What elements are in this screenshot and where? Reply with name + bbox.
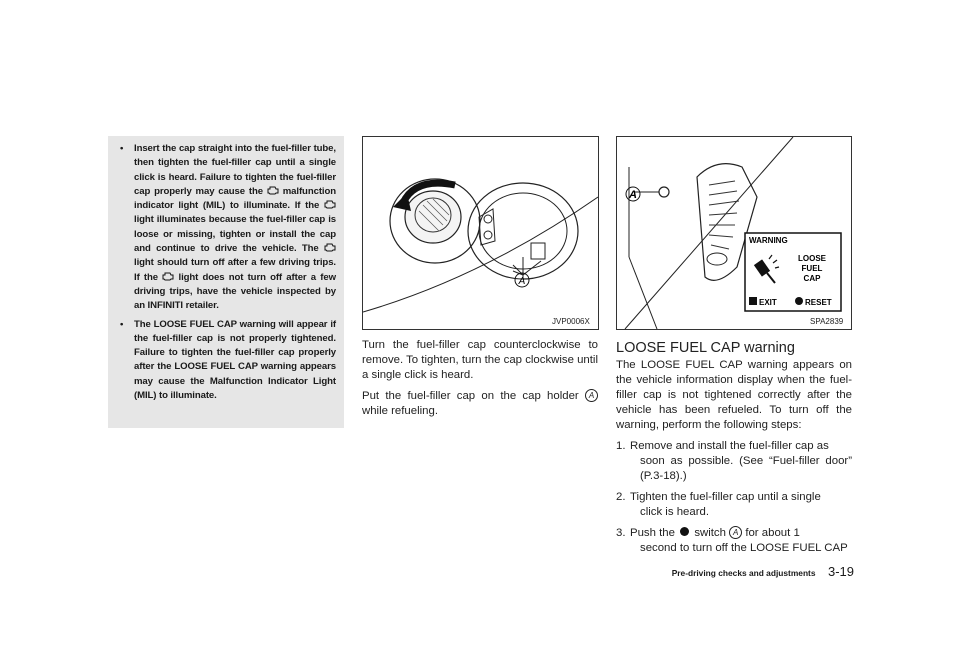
step-text: switch	[694, 527, 726, 539]
caution-text: The LOOSE FUEL CAP warning will appear if the fuel-filler cap is not properly tightened. Failure to tighten the fuel-filler cap properly after the LOOSE FUEL CAP warning appears may cause the Malfunction Indicator Light (MIL) to illuminate.	[134, 318, 336, 402]
step-text: Remove and install the fuel-filler cap as	[630, 440, 829, 452]
display-line3: CAP	[803, 274, 821, 283]
step-item	[616, 526, 852, 556]
middle-column	[362, 338, 598, 425]
display-line1: LOOSE	[797, 254, 827, 263]
caution-item	[116, 142, 336, 314]
section-title: LOOSE FUEL CAP warning	[616, 340, 795, 356]
steps-list	[616, 439, 852, 556]
exit-icon	[749, 297, 757, 305]
callout-a: A	[729, 526, 742, 539]
caution-text: light does not turn off after a few driving trips, have the vehicle inspected by an INFINITI retailer.	[134, 271, 336, 312]
figure-code: JVP0006X	[552, 317, 590, 326]
page-footer	[618, 563, 854, 581]
caution-text: malfunction indicator light (MIL) to illuminate. If the	[134, 185, 336, 212]
right-column	[616, 358, 852, 562]
bullet: •	[120, 143, 124, 154]
caution-box	[108, 136, 344, 428]
step-text: Tighten the fuel-filler cap until a single	[630, 491, 821, 503]
step-item	[616, 439, 852, 484]
engine-check-icon	[267, 185, 279, 195]
caution-item	[116, 318, 336, 404]
engine-check-icon	[324, 242, 336, 252]
paragraph-text: Put the fuel-filler cap on the cap holder	[362, 390, 579, 402]
figure-code: SPA2839	[810, 317, 844, 326]
fuel-filler-figure	[362, 136, 599, 330]
step-number: 3.	[616, 527, 626, 539]
paragraph-text: while refueling.	[362, 405, 438, 417]
footer-section: Pre-driving checks and adjustments	[671, 568, 816, 578]
step-text: soon as possible. (See “Fuel-filler door” (P.3-18).)	[640, 455, 852, 482]
caution-text: Insert the cap straight into the fuel-filler tube, then tighten the fuel-filler cap until a single click is heard. Failure to tighten the fuel-filler cap properly may cause the	[134, 143, 336, 197]
reset-icon	[795, 297, 803, 305]
engine-check-icon	[324, 199, 336, 209]
display-exit: EXIT	[759, 298, 777, 307]
step-text: for about 1	[745, 527, 800, 539]
warning-display-figure	[616, 136, 852, 330]
display-line2: FUEL	[801, 264, 823, 273]
dashboard-illustration	[617, 137, 851, 329]
step-text: second to turn off the LOOSE FUEL CAP	[640, 542, 848, 554]
display-reset: RESET	[805, 298, 832, 307]
engine-check-icon	[162, 271, 174, 281]
bullet: •	[120, 318, 124, 330]
page-number: 3-19	[827, 564, 854, 579]
fuel-filler-illustration	[363, 137, 598, 329]
step-text: Push the	[630, 527, 675, 539]
callout-a: A	[585, 389, 598, 402]
step-number: 1.	[616, 440, 626, 452]
step-number: 2.	[616, 491, 626, 503]
reset-button-icon	[680, 527, 689, 536]
paragraph: The LOOSE FUEL CAP warning appears on the vehicle information display when the fuel-filler cap is not tightened correctly after the vehicle has been refueled. To turn off the warning, perform the following steps:	[616, 359, 852, 431]
step-text: click is heard.	[640, 506, 710, 518]
caution-text: light illuminates because the fuel-filler cap is loose or missing, tighten or install the cap and continue to drive the vehicle. The	[134, 214, 336, 255]
caution-text: light should turn off after a few driving trips. If the	[134, 257, 336, 283]
step-item	[616, 490, 852, 520]
paragraph: Turn the fuel-filler cap counterclockwise to remove. To tighten, turn the cap clockwise until a single click is heard.	[362, 339, 598, 381]
callout-a: A	[629, 189, 637, 201]
display-header: WARNING	[749, 236, 788, 245]
callout-a: A	[518, 276, 526, 287]
paragraph	[362, 389, 598, 419]
